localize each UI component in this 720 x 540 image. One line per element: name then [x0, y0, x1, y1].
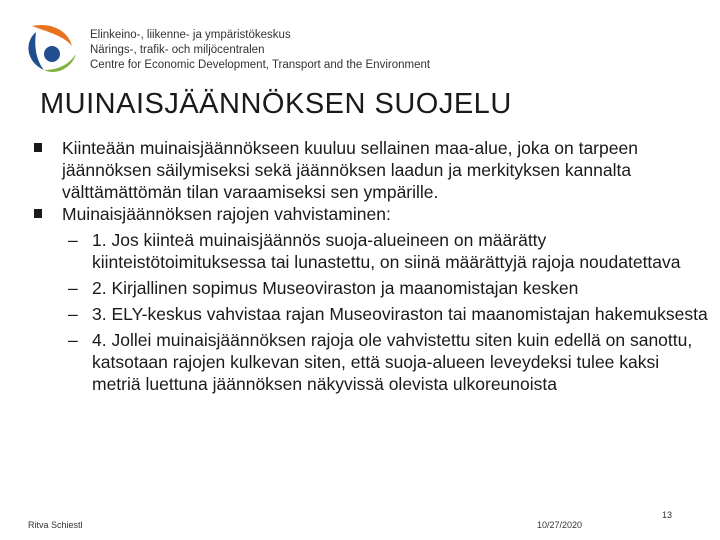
sub-bullet-text: 1. Jos kiinteä muinaisjäännös suoja-alueineen on määrätty kiinteistötoimituksessa tai lunastettu, on siinä määrättyjä rajoja noudatettava [92, 230, 681, 272]
square-bullet-icon [34, 143, 42, 152]
square-bullet-icon [34, 209, 42, 218]
bullet-text: Muinaisjäännöksen rajojen vahvistaminen: [62, 204, 391, 224]
slide-body [32, 137, 708, 395]
bullet-text: Kiinteään muinaisjäännökseen kuuluu sellainen maa-alue, joka on tarpeen jäännöksen säilymiseksi sekä jäännöksen laadun ja merkityksen kannalta välttämättömän tilan varaamiseksi sen ympärille. [62, 138, 638, 202]
ely-logo-icon [22, 20, 78, 76]
bullet-item [32, 203, 708, 225]
organization-name [90, 28, 430, 73]
footer-date: 10/27/2020 [537, 520, 583, 530]
bullet-item [32, 137, 708, 203]
sub-bullet-item [32, 303, 708, 325]
sub-bullet-text: 3. ELY-keskus vahvistaa rajan Museoviraston tai maanomistajan hakemuksesta [92, 304, 708, 324]
logo-blue-arc [28, 32, 44, 70]
dash-bullet: – [68, 330, 78, 350]
dash-bullet: – [68, 304, 78, 324]
slide-title: MUINAISJÄÄNNÖKSEN SUOJELU [40, 88, 512, 120]
logo-orange-leaf [32, 25, 72, 46]
page-number: 13 [662, 510, 673, 520]
sub-bullet-text: 4. Jollei muinaisjäännöksen rajoja ole vahvistettu siten kuin edellä on sanottu, katsotaan rajojen kulkevan siten, että suoja-alueen leveydeksi tulee kaksi metriä luettuna jäännöksen näkyvissä olevista ulkoreunoista [92, 330, 693, 394]
logo-blue-dot [44, 46, 60, 62]
sub-bullet-text: 2. Kirjallinen sopimus Museoviraston ja maanomistajan kesken [92, 278, 579, 298]
dash-bullet: – [68, 278, 78, 298]
dash-bullet: – [68, 230, 78, 250]
footer-author: Ritva Schiestl [28, 520, 83, 530]
sub-bullet-item [32, 277, 708, 299]
org-name-swedish: Närings-, trafik- och miljöcentralen [90, 44, 265, 56]
sub-bullet-item [32, 229, 708, 273]
sub-bullet-item [32, 329, 708, 395]
org-name-finnish: Elinkeino-, liikenne- ja ympäristökeskus [90, 29, 291, 41]
org-name-english: Centre for Economic Development, Transport and the Environment [90, 59, 431, 71]
